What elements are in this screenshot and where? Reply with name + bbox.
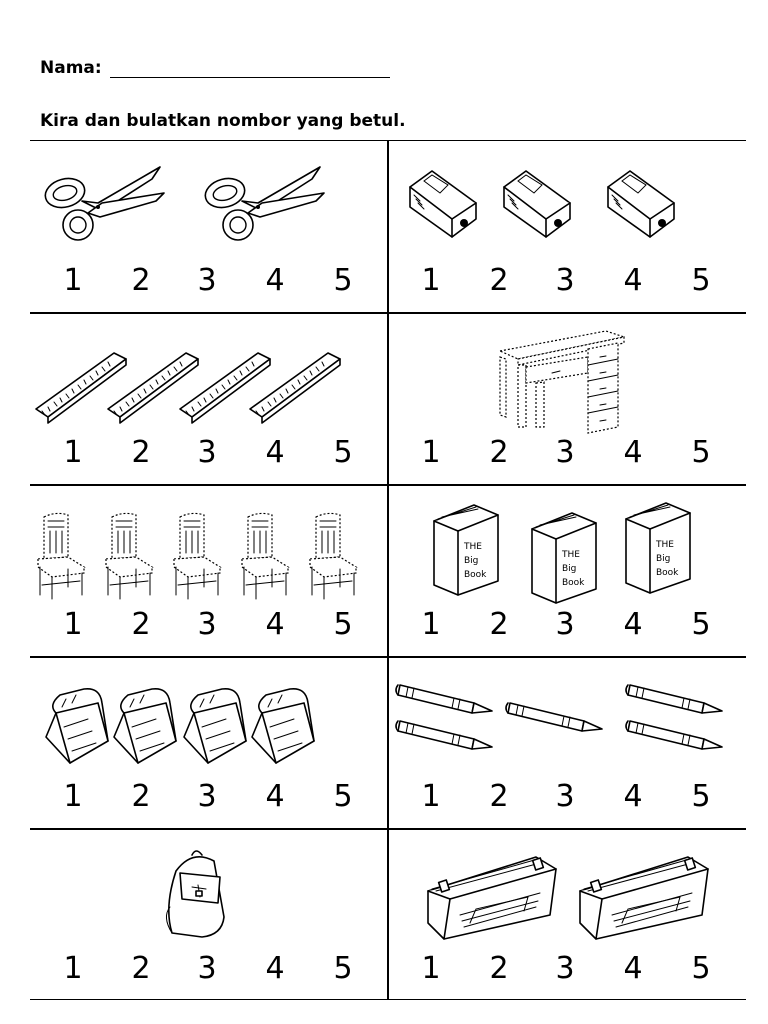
- answer-choice-3[interactable]: 3: [555, 435, 575, 470]
- answer-choice-3[interactable]: 3: [197, 779, 217, 814]
- answer-choices: [388, 261, 746, 301]
- answer-choice-1[interactable]: 1: [421, 263, 441, 298]
- answer-choice-5[interactable]: 5: [691, 435, 711, 470]
- answer-choice-2[interactable]: 2: [489, 263, 509, 298]
- answer-choice-3[interactable]: 3: [197, 607, 217, 642]
- scissors-icon: [200, 163, 330, 243]
- crayon-icon: [394, 713, 504, 753]
- sharpener-icon: [600, 167, 680, 242]
- exercise-cell: [388, 485, 746, 657]
- svg-text:THE: THE: [562, 550, 580, 560]
- picture-group: [388, 493, 746, 603]
- book-icon: [620, 499, 695, 594]
- name-field-label: [40, 58, 390, 78]
- answer-choice-5[interactable]: 5: [333, 263, 353, 298]
- answer-choices: [30, 777, 387, 817]
- answer-choice-5[interactable]: 5: [691, 607, 711, 642]
- answer-choice-2[interactable]: 2: [131, 607, 151, 642]
- answer-choice-4[interactable]: 4: [265, 607, 285, 642]
- chair-icon: [102, 511, 157, 601]
- answer-choice-1[interactable]: 1: [63, 607, 83, 642]
- answer-choice-4[interactable]: 4: [265, 435, 285, 470]
- picture-group: [30, 665, 387, 775]
- svg-text:Book: Book: [562, 578, 585, 588]
- exercise-cell: [388, 829, 746, 1001]
- eraser-icon: [42, 687, 112, 767]
- eraser-icon: [180, 687, 250, 767]
- exercise-cell: [30, 141, 387, 313]
- chair-icon: [306, 511, 361, 601]
- answer-choice-3[interactable]: 3: [197, 951, 217, 986]
- answer-choice-3[interactable]: 3: [197, 263, 217, 298]
- picture-group: [30, 493, 387, 603]
- answer-choice-2[interactable]: 2: [131, 263, 151, 298]
- picture-group: [388, 665, 746, 775]
- answer-choice-4[interactable]: 4: [623, 607, 643, 642]
- answer-choice-1[interactable]: 1: [63, 951, 83, 986]
- answer-choice-4[interactable]: 4: [623, 779, 643, 814]
- exercise-cell: [30, 829, 387, 1001]
- answer-choice-4[interactable]: 4: [265, 779, 285, 814]
- answer-choices: [388, 605, 746, 645]
- answer-choice-5[interactable]: 5: [691, 951, 711, 986]
- answer-choice-3[interactable]: 3: [555, 263, 575, 298]
- answer-choice-3[interactable]: 3: [555, 607, 575, 642]
- ruler-icon: [248, 351, 343, 426]
- chair-icon: [238, 511, 293, 601]
- answer-choices: [30, 605, 387, 645]
- book-icon: [526, 509, 601, 604]
- desk-icon: [496, 327, 626, 437]
- answer-choice-4[interactable]: 4: [265, 951, 285, 986]
- answer-choice-5[interactable]: 5: [333, 607, 353, 642]
- crayon-icon: [504, 695, 614, 735]
- picture-group: [30, 149, 387, 259]
- svg-text:THE: THE: [464, 542, 482, 552]
- sharpener-icon: [496, 167, 576, 242]
- answer-choice-1[interactable]: 1: [421, 951, 441, 986]
- answer-choice-3[interactable]: 3: [197, 435, 217, 470]
- answer-choice-2[interactable]: 2: [489, 607, 509, 642]
- svg-text:Big: Big: [656, 554, 671, 564]
- backpack-icon: [162, 847, 232, 942]
- exercise-cell: [30, 657, 387, 829]
- picture-group: [388, 321, 746, 431]
- answer-choice-5[interactable]: 5: [691, 779, 711, 814]
- eraser-icon: [248, 687, 318, 767]
- answer-choice-5[interactable]: 5: [333, 779, 353, 814]
- exercise-cell: [388, 141, 746, 313]
- chair-icon: [170, 511, 225, 601]
- exercise-cell: [30, 313, 387, 485]
- svg-text:Book: Book: [464, 570, 487, 580]
- answer-choice-1[interactable]: 1: [421, 607, 441, 642]
- crayon-icon: [394, 677, 504, 717]
- picture-group: [388, 149, 746, 259]
- answer-choice-5[interactable]: 5: [333, 435, 353, 470]
- answer-choice-2[interactable]: 2: [489, 779, 509, 814]
- svg-text:Book: Book: [656, 568, 679, 578]
- answer-choice-4[interactable]: 4: [623, 435, 643, 470]
- scissors-icon: [40, 163, 170, 243]
- pencil-case-icon: [572, 853, 712, 943]
- answer-choice-1[interactable]: 1: [63, 435, 83, 470]
- answer-choice-3[interactable]: 3: [555, 951, 575, 986]
- answer-choice-2[interactable]: 2: [131, 951, 151, 986]
- sharpener-icon: [402, 167, 482, 242]
- answer-choice-5[interactable]: 5: [691, 263, 711, 298]
- answer-choice-5[interactable]: 5: [333, 951, 353, 986]
- picture-group: [30, 321, 387, 431]
- eraser-icon: [110, 687, 180, 767]
- svg-text:Big: Big: [562, 564, 577, 574]
- answer-choice-4[interactable]: 4: [623, 263, 643, 298]
- answer-choice-4[interactable]: 4: [623, 951, 643, 986]
- answer-choices: [30, 433, 387, 473]
- crayon-icon: [624, 677, 734, 717]
- crayon-icon: [624, 713, 734, 753]
- answer-choices: [388, 433, 746, 473]
- pencil-case-icon: [420, 853, 560, 943]
- exercise-cell: [30, 485, 387, 657]
- svg-text:THE: THE: [656, 540, 674, 550]
- exercise-cell: [388, 313, 746, 485]
- answer-choice-2[interactable]: 2: [489, 951, 509, 986]
- exercise-cell: [388, 657, 746, 829]
- answer-choice-4[interactable]: 4: [265, 263, 285, 298]
- exercise-grid: [30, 140, 746, 1000]
- picture-group: [30, 837, 387, 947]
- answer-choice-1[interactable]: 1: [421, 435, 441, 470]
- name-input-line[interactable]: [110, 59, 390, 78]
- name-label: Nama:: [40, 58, 102, 78]
- answer-choices: [30, 949, 387, 989]
- answer-choices: [30, 261, 387, 301]
- answer-choices: [388, 949, 746, 989]
- answer-choice-2[interactable]: 2: [131, 435, 151, 470]
- answer-choice-1[interactable]: 1: [421, 779, 441, 814]
- answer-choice-1[interactable]: 1: [63, 779, 83, 814]
- picture-group: [388, 837, 746, 947]
- answer-choice-3[interactable]: 3: [555, 779, 575, 814]
- answer-choices: [388, 777, 746, 817]
- answer-choice-2[interactable]: 2: [131, 779, 151, 814]
- answer-choice-2[interactable]: 2: [489, 435, 509, 470]
- answer-choice-1[interactable]: 1: [63, 263, 83, 298]
- svg-text:Big: Big: [464, 556, 479, 566]
- instruction-text: Kira dan bulatkan nombor yang betul.: [40, 111, 406, 131]
- chair-icon: [34, 511, 89, 601]
- book-icon: [428, 501, 503, 596]
